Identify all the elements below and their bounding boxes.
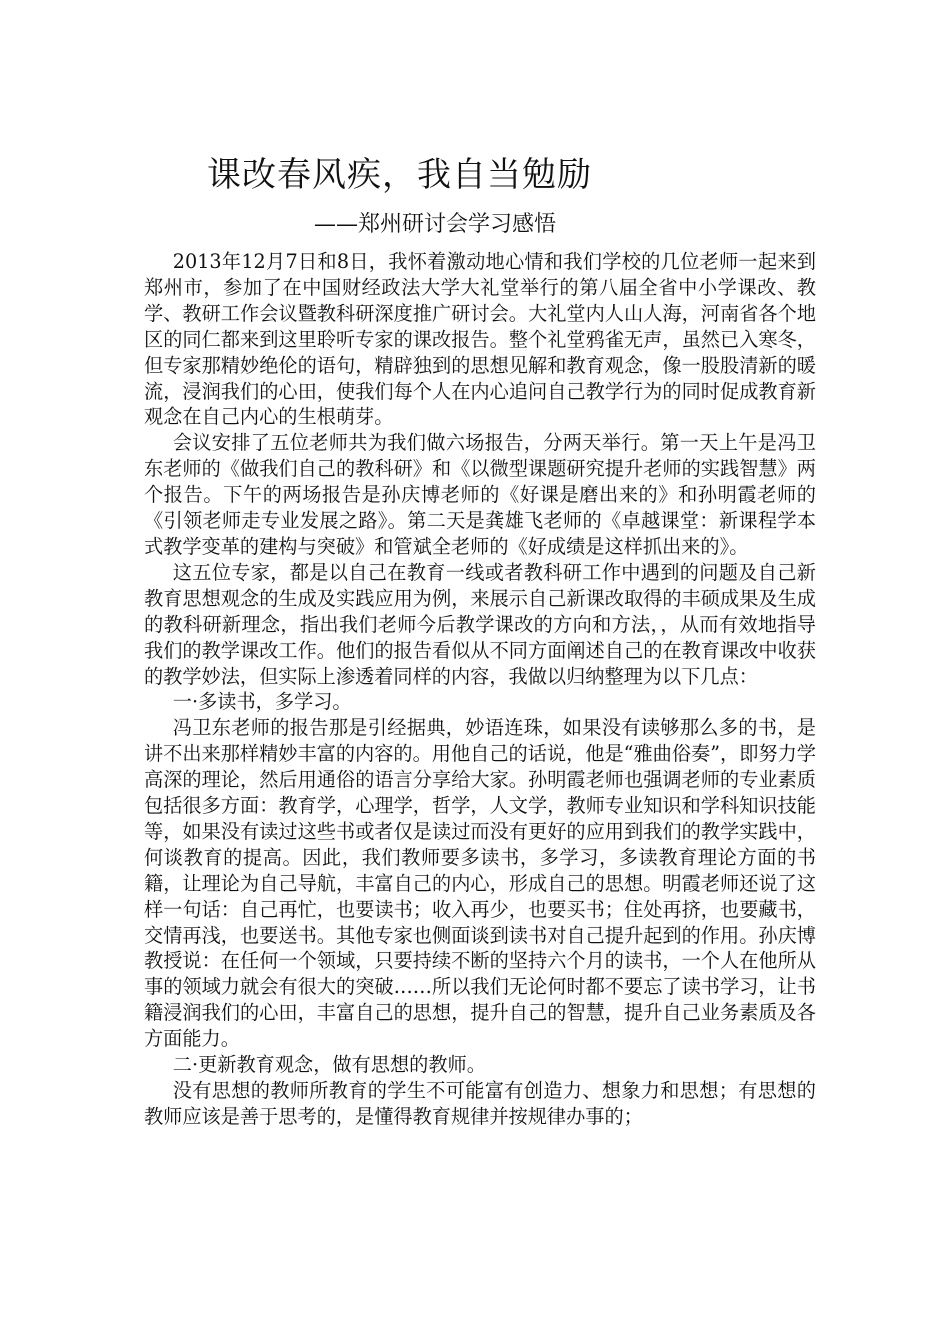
paragraph: 没有思想的教师所教育的学生不可能富有创造力、想象力和思想；有思想的教师应该是善于思考的，是懂得教育规律并按规律办事的； — [144, 1079, 816, 1128]
paragraph: 会议安排了五位老师共为我们做六场报告，分两天举行。第一天上午是冯卫东老师的《做我们自己的教科研》和《以微型课题研究提升老师的实践智慧》两个报告。下午的两场报告是孙庆博老师的《好课是磨出来的》和孙明霞老师的《引领老师走专业发展之路》。第二天是龚雄飞老师的《卓越课堂：新课程学本式教学变革的建构与突破》和管斌全老师的《好成绩是这样抓出来的》。 — [144, 431, 816, 558]
document-body — [144, 249, 816, 1130]
paragraph: 2013年12月7日和8日，我怀着激动地心情和我们学校的几位老师一起来到郑州市，参加了在中国财经政法大学大礼堂举行的第八届全省中小学课改、教学、教研工作会议暨教科研深度推广研讨会。大礼堂内人山人海，河南省各个地区的同仁都来到这里聆听专家的课改报告。整个礼堂鸦雀无声，虽然已入寒冬，但专家那精妙绝伦的语句，精辟独到的思想见解和教育观念，像一股股清新的暖流，浸润我们的心田，使我们每个人在内心追问自己教学行为的同时促成教育新观念在自己内心的生根萌芽。 — [144, 250, 816, 429]
paragraph: 冯卫东老师的报告那是引经据典，妙语连珠，如果没有读够那么多的书，是讲不出来那样精妙丰富的内容的。用他自己的话说，他是“雅曲俗奏”，即努力学高深的理论，然后用通俗的语言分享给大家。孙明霞老师也强调老师的专业素质包括很多方面：教育学，心理学，哲学，人文学，教师专业知识和学科知识技能等，如果没有读过这些书或者仅是读过而没有更好的应用到我们的教学实践中，何谈教育的提高。因此，我们教师要多读书，多学习，多读教育理论方面的书籍，让理论为自己导航，丰富自己的内心，形成自己的思想。明霞老师还说了这样一句话：自己再忙，也要读书；收入再少，也要买书；住处再挤，也要藏书，交情再浅，也要送书。其他专家也侧面谈到读书对自己提升起到的作用。孙庆博教授说：在任何一个领域，只要持续不断的坚持六个月的读书，一个人在他所从事的领域力就会有很大的突破……所以我们无论何时都不要忘了读书学习，让书籍浸润我们的心田，丰富自己的思想，提升自己的智慧，提升自己业务素质及各方面能力。 — [144, 716, 816, 1051]
document-title: 课改春风疾，我自当勉励 — [207, 155, 592, 195]
section-heading: 二·更新教育观念，做有思想的教师。 — [172, 1053, 486, 1077]
document-subtitle: ——郑州研讨会学习感悟 — [314, 212, 557, 237]
paragraph: 这五位专家，都是以自己在教育一线或者教科研工作中遇到的问题及自己新教育思想观念的生成及实践应用为例，来展示自己新课改取得的丰硕成果及生成的教科研新理念，指出我们老师今后教学课改的方向和方法，，从而有效地指导我们的教学课改工作。他们的报告看似从不同方面阐述自己的在教育课改中收获的教学妙法，但实际上渗透着同样的内容，我做以归纳整理为以下几点： — [144, 560, 816, 688]
section-heading: 一·多读书，多学习。 — [172, 690, 352, 714]
